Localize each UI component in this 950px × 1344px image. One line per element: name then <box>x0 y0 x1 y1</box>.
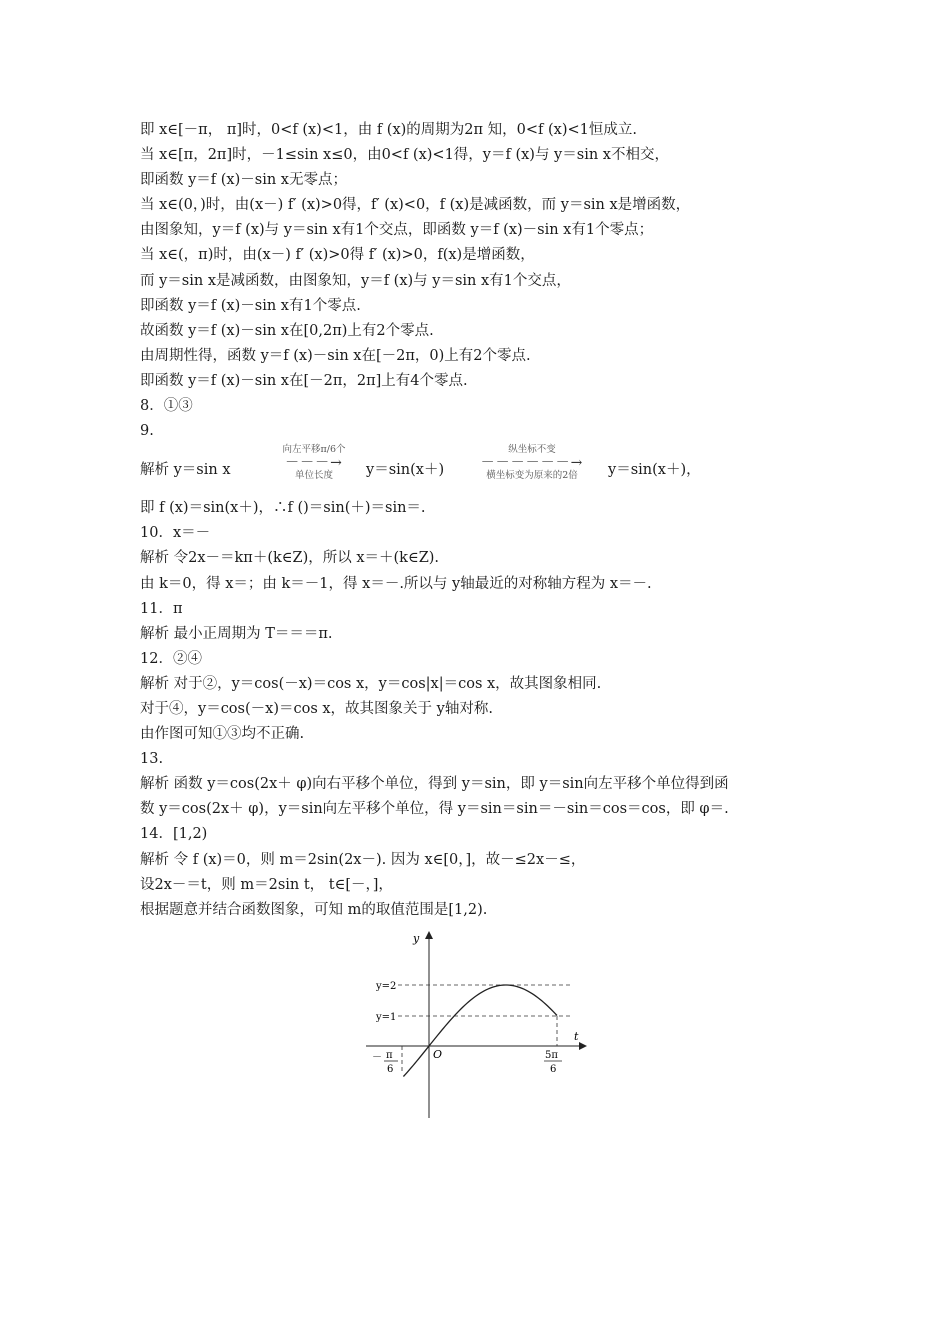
arrow-2-top-label: 纵坐标不变 <box>508 444 556 456</box>
answer-9: 9. <box>140 423 154 440</box>
answer-13: 13. <box>140 751 164 768</box>
text-line: 即 x∈[－π， π]时，0<f (x)<1，由 f (x)的周期为2π 知，0<f (x)<1恒成立. <box>140 122 637 138</box>
arrow-1-top-label: 向左平移π/6个 <box>282 444 346 456</box>
transform-end: y＝sin(x＋)， <box>608 462 701 479</box>
document-page <box>140 118 820 923</box>
function-graph <box>358 928 598 1123</box>
pos-tick-numerator: 5π <box>545 1050 558 1061</box>
transform-line <box>140 444 820 496</box>
arrow-1-shaft: －－－→ <box>285 455 343 472</box>
text-line: 解析 令2x－＝kπ＋(k∈Z)，所以 x＝＋(k∈Z). <box>140 550 440 567</box>
text-block-1 <box>140 118 820 444</box>
text-line: 当 x∈(，π)时，由(x－) f′ (x)>0得 f′ (x)>0，f(x)是增函数， <box>140 247 535 264</box>
answer-8: 8．①③ <box>140 398 193 415</box>
answer-14: 14．[1,2) <box>140 826 208 843</box>
text-line: 即函数 y＝f (x)－sin x在[－2π，2π]上有4个零点. <box>140 372 468 389</box>
text-line: 即 f (x)＝sin(x＋)，∴f ()＝sin(＋)＝sin＝. <box>140 500 426 517</box>
transform-start: 解析 y＝sin x <box>140 462 231 479</box>
text-line: 解析 令 f (x)＝0，则 m＝2sin(2x－). 因为 x∈[0，]，故－≤2x－≤， <box>140 851 586 868</box>
transform-arrow-2 <box>462 444 602 482</box>
text-line: 当 x∈(0，)时，由(x－) f′ (x)>0得，f′ (x)<0，f (x)是减函数，而 y＝sin x是增函数， <box>140 197 691 214</box>
pos-tick-denominator: 6 <box>550 1064 557 1075</box>
text-line: 根据题意并结合函数图象，可知 m的取值范围是[1,2). <box>140 901 488 918</box>
answer-12: 12．②④ <box>140 650 202 667</box>
text-line: 即函数 y＝f (x)－sin x有1个零点. <box>140 297 361 314</box>
text-line: 而 y＝sin x是减函数，由图象知，y＝f (x)与 y＝sin x有1个交点， <box>140 272 571 289</box>
text-block-2 <box>140 496 820 923</box>
y1-label: y=1 <box>376 1012 397 1023</box>
neg-tick-denominator: 6 <box>387 1064 394 1075</box>
text-line: 解析 对于②，y＝cos(－x)＝cos x，y＝cos|x|＝cos x，故其图象相同. <box>140 675 602 692</box>
answer-10: 10．x＝－ <box>140 525 211 542</box>
text-line: 对于④，y＝cos(－x)＝cos x，故其图象关于 y轴对称. <box>140 700 493 717</box>
y-axis-label: y <box>413 932 420 945</box>
text-line: 数 y＝cos(2x＋ φ)，y＝sin向左平移个单位，得 y＝sin＝sin＝－sin＝cos＝cos，即 φ＝. <box>140 801 729 818</box>
answer-11: 11．π <box>140 600 183 617</box>
arrow-1-bottom-label: 单位长度 <box>294 470 333 482</box>
origin-label: O <box>433 1048 443 1061</box>
graph-svg <box>358 928 598 1123</box>
arrow-2-bottom-label: 横坐标变为原来的2倍 <box>486 470 578 482</box>
transform-mid: y＝sin(x＋) <box>366 462 445 479</box>
transform-arrow-1 <box>278 444 350 482</box>
text-line: 由图象知，y＝f (x)与 y＝sin x有1个交点，即函数 y＝f (x)－sin x有1个零点； <box>140 222 654 239</box>
sine-curve <box>403 985 557 1076</box>
text-line: 由作图可知①③均不正确. <box>140 726 305 743</box>
text-line: 当 x∈[π，2π]时，－1≤sin x≤0，由0<f (x)<1得，y＝f (x)与 y＝sin x不相交， <box>140 147 669 164</box>
text-line: 解析 最小正周期为 T＝＝＝π. <box>140 625 333 642</box>
arrow-2-shaft: －－－－－－→ <box>480 455 584 472</box>
text-line: 故函数 y＝f (x)－sin x在[0,2π)上有2个零点. <box>140 322 434 339</box>
neg-tick-numerator: π <box>386 1050 393 1061</box>
text-line: 设2x－＝t，则 m＝2sin t， t∈[－，]， <box>140 876 393 893</box>
text-line: 由 k＝0，得 x＝；由 k＝－1，得 x＝－.所以与 y轴最近的对称轴方程为 x＝－. <box>140 575 652 592</box>
text-line: 解析 函数 y＝cos(2x＋ φ)向右平移个单位，得到 y＝sin，即 y＝sin向左平移个单位得到函 <box>140 776 729 793</box>
text-line: 即函数 y＝f (x)－sin x无零点； <box>140 172 347 189</box>
y2-label: y=2 <box>376 981 397 992</box>
text-line: 由周期性得，函数 y＝f (x)－sin x在[－2π，0)上有2个零点. <box>140 347 531 364</box>
neg-tick-sign: － <box>372 1052 382 1063</box>
t-axis-label: t <box>574 1030 579 1043</box>
